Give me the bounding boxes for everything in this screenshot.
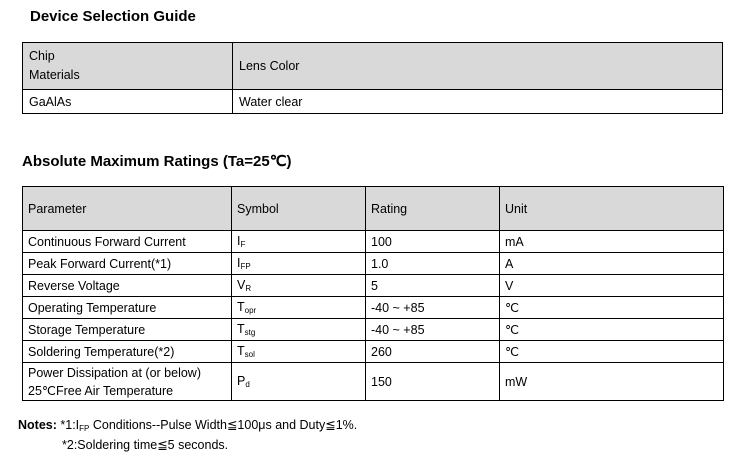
cell-symbol: $T_{stg}$ — [232, 319, 366, 341]
header-lens-color: Lens Color — [233, 43, 723, 90]
cell-rating: 100 — [366, 231, 500, 253]
device-selection-title: Device Selection Guide — [30, 8, 196, 25]
note-1: Notes: $*1:I_{FP}$ Conditions--Pulse Width≦100μs and Duty≦1%. — [18, 418, 358, 433]
cell-symbol: $T_{sol}$ — [232, 341, 366, 363]
cell-unit: ℃ — [500, 341, 724, 363]
table-header-row — [23, 43, 723, 90]
cell-symbol: $P_d$ — [232, 363, 366, 401]
table-row — [23, 319, 724, 341]
cell-parameter: Peak Forward Current(*1) — [23, 253, 232, 275]
header-chip-materials: Chip Materials — [23, 43, 233, 90]
cell-parameter: Power Dissipation at (or below) 25℃Free Air Temperature — [23, 363, 232, 401]
cell-rating: -40 ~ +85 — [366, 297, 500, 319]
table-row — [23, 231, 724, 253]
header-parameter: Parameter — [23, 187, 232, 231]
cell-parameter: Continuous Forward Current — [23, 231, 232, 253]
cell-symbol: $T_{opr}$ — [232, 297, 366, 319]
table-row — [23, 90, 723, 114]
cell-rating: 260 — [366, 341, 500, 363]
cell-unit: mA — [500, 231, 724, 253]
cell-unit: V — [500, 275, 724, 297]
cell-rating: 5 — [366, 275, 500, 297]
cell-parameter: Operating Temperature — [23, 297, 232, 319]
cell-unit: mW — [500, 363, 724, 401]
table-header-row — [23, 187, 724, 231]
cell-rating: 1.0 — [366, 253, 500, 275]
cell-parameter: Soldering Temperature(*2) — [23, 341, 232, 363]
table-row — [23, 341, 724, 363]
table-row — [23, 297, 724, 319]
cell-parameter: Storage Temperature — [23, 319, 232, 341]
cell-rating: 150 — [366, 363, 500, 401]
header-unit: Unit — [500, 187, 724, 231]
cell-unit: ℃ — [500, 297, 724, 319]
cell-chip-material: GaAlAs — [23, 90, 233, 114]
table-row — [23, 253, 724, 275]
cell-lens-color: Water clear — [233, 90, 723, 114]
header-symbol: Symbol — [232, 187, 366, 231]
table-row — [23, 275, 724, 297]
notes-label: Notes: — [18, 418, 57, 432]
cell-symbol: $I_F$ — [232, 231, 366, 253]
absolute-max-ratings-title: Absolute Maximum Ratings (Ta=25℃) — [22, 153, 292, 170]
header-rating: Rating — [366, 187, 500, 231]
cell-unit: ℃ — [500, 319, 724, 341]
cell-symbol: $V_R$ — [232, 275, 366, 297]
absolute-max-ratings-table — [22, 186, 724, 401]
cell-symbol: $I_{FP}$ — [232, 253, 366, 275]
table-row — [23, 363, 724, 401]
notes — [18, 417, 357, 454]
cell-parameter: Reverse Voltage — [23, 275, 232, 297]
cell-rating: -40 ~ +85 — [366, 319, 500, 341]
note-2: *2:Soldering time≦5 seconds. — [62, 438, 229, 452]
cell-unit: A — [500, 253, 724, 275]
device-selection-table — [22, 42, 723, 114]
